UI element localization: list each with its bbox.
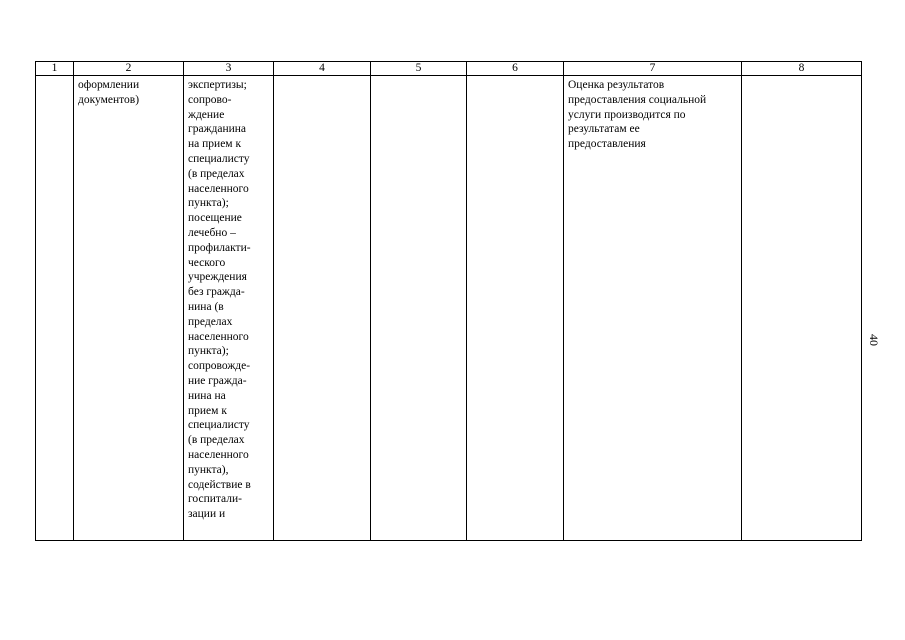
column-header-5: 5: [371, 62, 467, 76]
column-header-7: 7: [564, 62, 742, 76]
table-cell-col1: [36, 76, 74, 541]
table-cell-col4: [274, 76, 371, 541]
services-table: [35, 61, 862, 541]
column-header-3: 3: [184, 62, 274, 76]
table-cell-col5: [371, 76, 467, 541]
table-cell-col2: оформлении документов): [74, 76, 184, 541]
table-cell-col3: экспертизы; сопрово- ждение гражданина на прием к специалисту (в пределах населенного пункта); посещение лечебно – профилакти- ческого учреждения без гражда- нина (в пределах населенного пункта); сопровожде- ние гражда- нина на прием к специалисту (в пределах населенного пункта), содействие в госпитали- зации и: [184, 76, 274, 541]
table-cell-col6: [467, 76, 564, 541]
column-header-1: 1: [36, 62, 74, 76]
page-number: 40: [867, 334, 881, 346]
table-row: [36, 76, 862, 541]
table-cell-col7: Оценка результатов предоставления социальной услуги производится по результатам ее предоставления: [564, 76, 742, 541]
column-header-8: 8: [742, 62, 862, 76]
table-cell-col8: [742, 76, 862, 541]
column-header-6: 6: [467, 62, 564, 76]
column-header-2: 2: [74, 62, 184, 76]
table-header-row: [36, 62, 862, 76]
column-header-4: 4: [274, 62, 371, 76]
